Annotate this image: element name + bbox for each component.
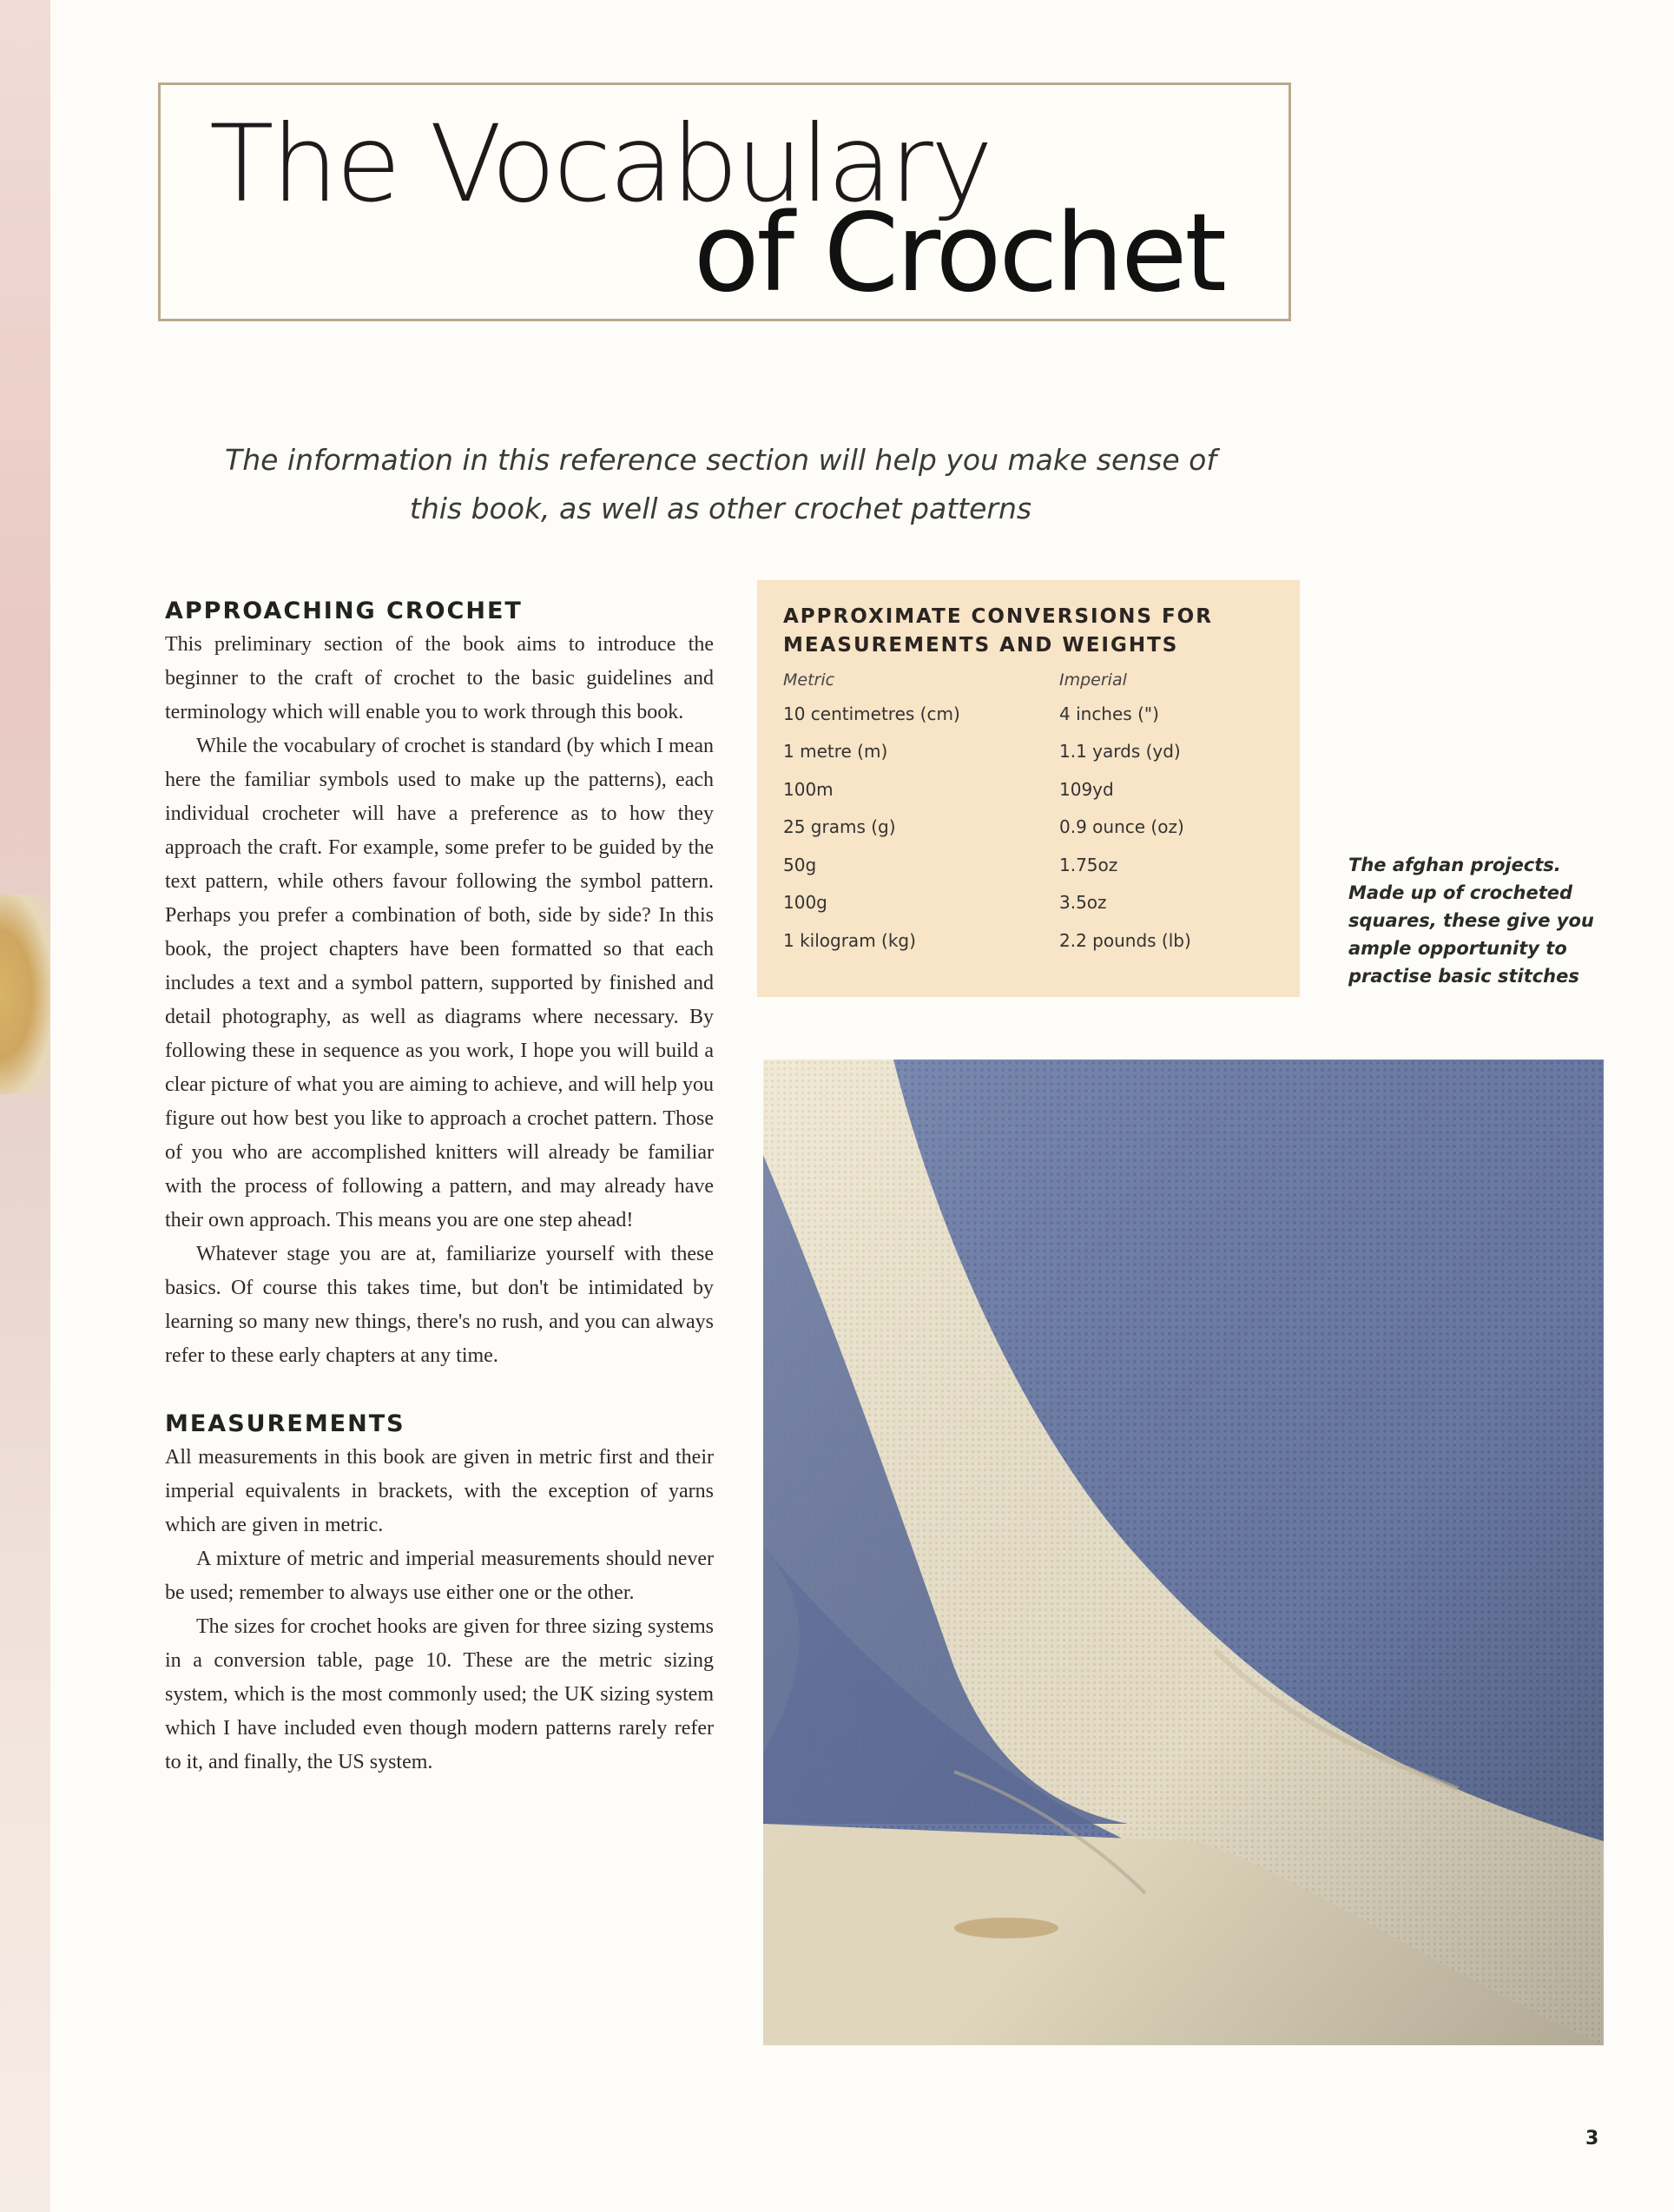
measurements-body <box>165 1441 714 1780</box>
imperial-cell: 1.75oz <box>1059 854 1118 875</box>
imperial-cell: 1.1 yards (yd) <box>1059 741 1181 763</box>
afghan-photo-illustration <box>763 1060 1604 2045</box>
conversion-title: APPROXIMATE CONVERSIONS FOR MEASUREMENTS AND WEIGHTS <box>783 605 1213 657</box>
approaching-body <box>165 628 714 1373</box>
table-row <box>783 770 1269 809</box>
facing-page-edge <box>0 0 50 2212</box>
measurements-paragraph-2: A mixture of metric and imperial measurements should never be used; remember to always use either one or the other. <box>165 1548 714 1604</box>
metric-column-header: Metric <box>783 670 835 690</box>
afghan-photo <box>763 1060 1604 2045</box>
metric-cell: 50g <box>783 854 817 875</box>
metric-cell: 100m <box>783 778 834 800</box>
imperial-cell: 3.5oz <box>1059 892 1107 914</box>
metric-cell: 25 grams (g) <box>783 816 896 838</box>
metric-cell: 100g <box>783 892 827 914</box>
imperial-cell: 2.2 pounds (lb) <box>1059 929 1191 951</box>
metric-cell: 1 kilogram (kg) <box>783 929 916 951</box>
page-title-line1: The Vocabulary <box>209 102 991 226</box>
table-row <box>783 733 1269 771</box>
imperial-cell: 4 inches (") <box>1059 703 1159 724</box>
measurements-heading: MEASUREMENTS <box>165 1410 405 1437</box>
table-row <box>783 884 1269 922</box>
page-number: 3 <box>1585 2128 1599 2149</box>
measurements-paragraph-1: All measurements in this book are given in metric first and their imperial equivalents in brackets, with the exception of yarns which are given in metric. <box>165 1446 714 1536</box>
table-row <box>783 695 1269 733</box>
left-column <box>165 595 714 1780</box>
page-title-line2: of Crochet <box>693 191 1224 316</box>
approaching-paragraph-1: This preliminary section of the book aims to introduce the beginner to the craft of crochet to the basic guidelines and terminology which will enable you to work through this book. <box>165 633 714 723</box>
title-box <box>158 83 1291 321</box>
imperial-cell: 109yd <box>1059 778 1114 800</box>
approaching-heading: APPROACHING CROCHET <box>165 598 523 624</box>
conversion-box <box>757 580 1300 997</box>
imperial-cell: 0.9 ounce (oz) <box>1059 816 1184 838</box>
yarn-ball-image <box>0 895 50 1094</box>
photo-caption: The afghan projects. Made up of crocheted squares, these give you ample opportunity to practise basic stitches <box>1348 855 1594 987</box>
metric-cell: 1 metre (m) <box>783 741 888 763</box>
approaching-paragraph-2: While the vocabulary of crochet is standard (by which I mean here the familiar symbols used to make up the patterns), each individual crocheter will have a preference as to how they approach the craft. For example, some prefer to be guided by the text pattern, while others favour following the symbol pattern. Perhaps you prefer a combination of both, side by side? In this book, the project chapters have been formatted so that each includes a text and a symbol pattern, supported by finished and detail photography, as well as diagrams where necessary. By following these in sequence as you work, I hope you will build a clear picture of what you are aiming to achieve, and will help you figure out how best you like to approach a crochet pattern. Those of you who are accomplished knitters will already be familiar with the process of following a pattern, and may already have their own approach. This means you are one step ahead! <box>165 735 714 1231</box>
imperial-column-header: Imperial <box>1059 670 1127 690</box>
table-row <box>783 846 1269 884</box>
metric-cell: 10 centimetres (cm) <box>783 703 960 724</box>
conversion-table <box>783 667 1269 960</box>
table-row <box>783 921 1269 960</box>
measurements-paragraph-3: The sizes for crochet hooks are given for three sizing systems in a conversion table, page 10. These are the metric sizing system, which is the most commonly used; the UK sizing system which I have included even though modern patterns rarely refer to it, and finally, the US system. <box>165 1615 714 1773</box>
conversion-header-row <box>783 667 1269 695</box>
intro-text: The information in this reference section will help you make sense of this book, as well as other crochet patterns <box>225 443 1216 525</box>
table-row <box>783 809 1269 847</box>
approaching-paragraph-3: Whatever stage you are at, familiarize yourself with these basics. Of course this takes time, but don't be intimidated by learning so many new things, there's no rush, and you can always refer to these early chapters at any time. <box>165 1243 714 1367</box>
